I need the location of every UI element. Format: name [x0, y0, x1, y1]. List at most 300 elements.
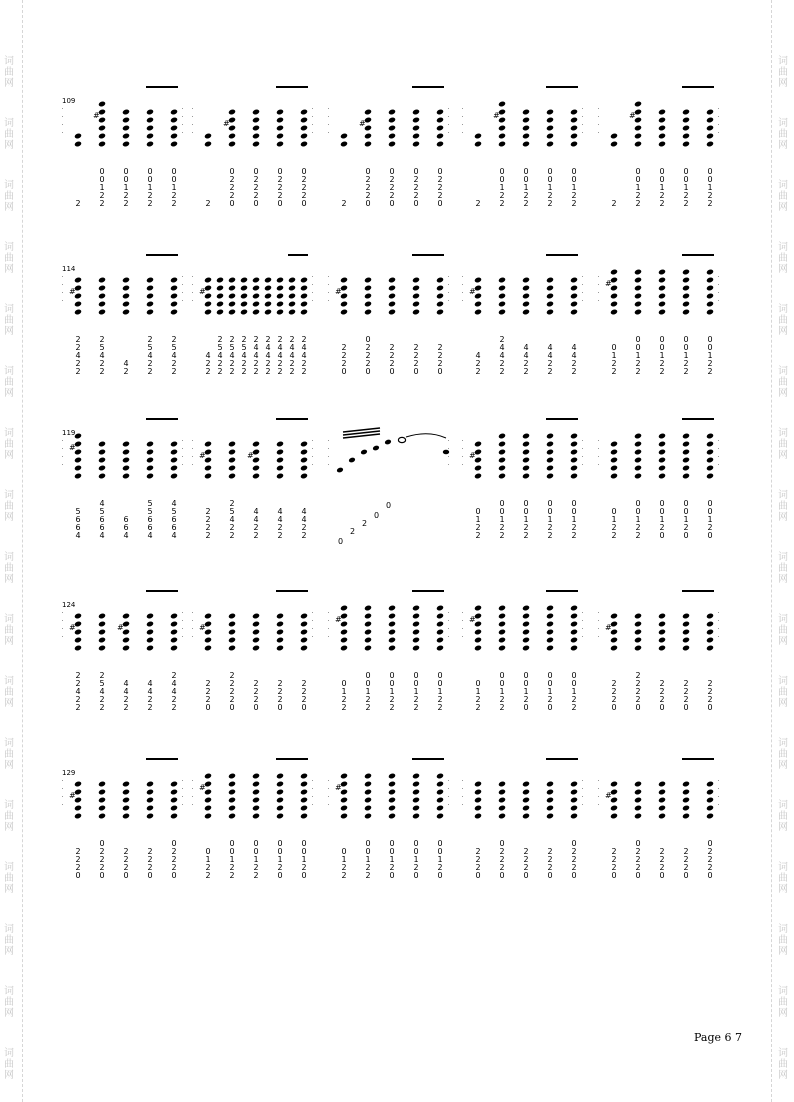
beam — [546, 758, 578, 760]
tab-column — [230, 499, 235, 540]
note-head — [498, 141, 506, 148]
tab-number: 2 — [253, 871, 259, 880]
note-head — [546, 141, 554, 148]
beam — [288, 254, 308, 256]
tab-number: 0 — [707, 839, 713, 848]
separator-dot — [182, 780, 183, 781]
chord — [682, 433, 690, 480]
tab-number: 2 — [99, 191, 105, 200]
note-head — [546, 789, 554, 796]
bar — [328, 86, 449, 208]
note-head — [682, 133, 690, 140]
note-head — [658, 637, 666, 644]
chord — [469, 441, 482, 480]
separator-dot — [462, 620, 463, 621]
note-head — [706, 309, 714, 316]
tab-number: 4 — [217, 351, 223, 360]
note-head — [498, 125, 506, 132]
accidental-sharp: # — [629, 111, 636, 120]
tab-number: 5 — [229, 343, 235, 352]
tab-number: 0 — [683, 335, 689, 344]
chord — [412, 277, 420, 316]
note-head — [240, 309, 248, 316]
note-head — [498, 449, 506, 456]
separator-dot — [582, 796, 583, 797]
tab-number: 1 — [659, 515, 665, 524]
note-head — [300, 301, 308, 308]
tab-number: 2 — [229, 367, 235, 376]
note-head — [300, 133, 308, 140]
note-head — [228, 441, 236, 448]
note-head — [412, 773, 420, 780]
note-head — [170, 629, 178, 636]
tab-number: 2 — [99, 199, 105, 208]
chord — [474, 133, 482, 148]
separator-dot — [448, 636, 449, 637]
tab-number: 2 — [707, 191, 713, 200]
tab-number: 0 — [707, 343, 713, 352]
tab-number: 2 — [683, 855, 689, 864]
note-head — [98, 629, 106, 636]
tab-column — [124, 515, 129, 540]
note-head — [388, 293, 396, 300]
note-head — [252, 645, 260, 652]
tab-number: 4 — [229, 515, 235, 524]
note-head — [388, 805, 396, 812]
tab-number: 0 — [659, 335, 665, 344]
separator-dot — [192, 132, 193, 133]
tab-number: 2 — [475, 359, 481, 368]
note-head — [122, 117, 130, 124]
chord — [122, 277, 130, 316]
note-head — [98, 613, 106, 620]
tab-column — [636, 167, 641, 208]
separator-dot — [312, 796, 313, 797]
chord — [199, 277, 212, 316]
chord — [634, 781, 642, 820]
note-head — [336, 467, 344, 474]
tab-number: 2 — [99, 847, 105, 856]
tab-number: 0 — [386, 501, 392, 510]
tab-column — [476, 507, 481, 540]
chord — [228, 277, 236, 316]
tab-number: 1 — [229, 855, 235, 864]
tab-number: 0 — [365, 679, 371, 688]
tab-column — [366, 335, 371, 376]
accidental-sharp: # — [605, 279, 612, 288]
separator-dot — [582, 620, 583, 621]
tab-column — [172, 499, 177, 540]
tab-number: 2 — [253, 175, 259, 184]
tab-number: 2 — [205, 687, 211, 696]
tab-column — [708, 335, 713, 376]
chord — [436, 277, 444, 316]
tab-number: 0 — [523, 671, 529, 680]
note-head — [228, 473, 236, 480]
note-head — [276, 277, 284, 284]
accidental-sharp: # — [335, 783, 342, 792]
tab-number: 2 — [75, 199, 81, 208]
tab-number: 2 — [147, 367, 153, 376]
note-head — [364, 629, 372, 636]
tab-number: 2 — [499, 367, 505, 376]
note-head — [340, 773, 348, 780]
note-head — [170, 449, 178, 456]
tab-number: 2 — [365, 351, 371, 360]
note-head — [122, 813, 130, 820]
tab-column — [572, 167, 577, 208]
note-head — [276, 813, 284, 820]
note-head — [474, 309, 482, 316]
note-head — [276, 629, 284, 636]
tab-number: 2 — [365, 183, 371, 192]
note-head — [682, 117, 690, 124]
note-head — [276, 133, 284, 140]
tab-column — [100, 671, 105, 712]
note-head — [682, 457, 690, 464]
tab-number: 2 — [123, 855, 129, 864]
tab-column — [660, 499, 665, 540]
tab-number: 2 — [571, 523, 577, 532]
chord — [170, 781, 178, 820]
measure-number: 114 — [62, 265, 76, 273]
separator-dot — [448, 108, 449, 109]
separator-dot — [312, 464, 313, 465]
note-head — [364, 773, 372, 780]
tab-number: 2 — [437, 351, 443, 360]
note-head — [706, 465, 714, 472]
tab-number: 2 — [301, 175, 307, 184]
separator-dot — [448, 612, 449, 613]
note-head — [74, 277, 82, 284]
watermark-glyph: 词 — [778, 924, 788, 935]
tab-number: 0 — [437, 367, 443, 376]
note-head — [146, 457, 154, 464]
note-head — [170, 789, 178, 796]
watermark-glyph: 网 — [778, 1070, 788, 1081]
tab-number: 0 — [499, 175, 505, 184]
tab-number: 0 — [253, 703, 259, 712]
tab-number: 5 — [229, 507, 235, 516]
watermark-glyph: 曲 — [4, 253, 14, 264]
tab-number: 0 — [253, 199, 259, 208]
tab-number: 0 — [707, 531, 713, 540]
tab-number: 2 — [475, 367, 481, 376]
separator-dot — [312, 636, 313, 637]
note-head — [634, 277, 642, 284]
chord — [216, 277, 224, 316]
note-head — [474, 605, 482, 612]
chord — [682, 613, 690, 652]
note-head — [252, 613, 260, 620]
tab-number: 5 — [99, 679, 105, 688]
separator-dot — [62, 116, 63, 117]
note-head — [570, 605, 578, 612]
tab-column — [684, 847, 689, 880]
tab-number: 0 — [499, 871, 505, 880]
watermark-glyph: 曲 — [778, 749, 788, 760]
tab-number: 2 — [123, 199, 129, 208]
separator-dot — [312, 448, 313, 449]
separator-dot — [192, 636, 193, 637]
note-head — [146, 141, 154, 148]
note-head — [300, 449, 308, 456]
tab-number: 0 — [523, 507, 529, 516]
chord — [228, 613, 236, 652]
separator-dot — [462, 788, 463, 789]
tab-number: 1 — [147, 183, 153, 192]
tab-number: 0 — [437, 839, 443, 848]
tab-number: 5 — [99, 343, 105, 352]
note-head — [436, 605, 444, 612]
separator-dot — [718, 788, 719, 789]
accidental-sharp: # — [199, 623, 206, 632]
note-head — [706, 117, 714, 124]
separator-dot — [182, 636, 183, 637]
note-head — [300, 293, 308, 300]
tab-column — [266, 335, 271, 376]
tab-number: 6 — [75, 515, 81, 524]
bar — [598, 590, 719, 712]
tab-number: 2 — [171, 671, 177, 680]
note-head — [228, 629, 236, 636]
tab-number: 0 — [571, 839, 577, 848]
system-2 — [62, 254, 719, 376]
tab-number: 2 — [205, 695, 211, 704]
note-head — [340, 301, 348, 308]
separator-dot — [582, 300, 583, 301]
tab-number: 0 — [475, 507, 481, 516]
tab-number: 1 — [523, 687, 529, 696]
tab-number: 2 — [147, 335, 153, 344]
separator-dot — [598, 788, 599, 789]
note-head — [146, 109, 154, 116]
tab-number: 2 — [499, 703, 505, 712]
note-head — [658, 133, 666, 140]
tab-number: 2 — [611, 199, 617, 208]
note-head — [228, 457, 236, 464]
note-head — [412, 285, 420, 292]
tab-number: 2 — [413, 175, 419, 184]
separator-dot — [192, 124, 193, 125]
tab-number: 2 — [277, 175, 283, 184]
separator-dot — [192, 108, 193, 109]
tab-column — [100, 335, 105, 376]
chord — [570, 433, 578, 480]
tab-column — [414, 343, 419, 376]
tab-number: 2 — [611, 679, 617, 688]
tab-number: 0 — [635, 167, 641, 176]
tab-number: 0 — [205, 847, 211, 856]
separator-dot — [718, 804, 719, 805]
chord — [412, 109, 420, 148]
tab-number: 2 — [301, 695, 307, 704]
tab-number: 2 — [341, 351, 347, 360]
tab-number: 2 — [229, 687, 235, 696]
watermark-glyph: 曲 — [778, 67, 788, 78]
tab-number: 1 — [499, 183, 505, 192]
note-head — [364, 789, 372, 796]
note-head — [98, 465, 106, 472]
tab-number: 5 — [99, 507, 105, 516]
tab-number: 4 — [571, 351, 577, 360]
separator-dot — [182, 620, 183, 621]
tab-number: 2 — [75, 847, 81, 856]
note-head — [546, 813, 554, 820]
note-head — [682, 621, 690, 628]
tab-number: 2 — [499, 855, 505, 864]
separator-dot — [328, 108, 329, 109]
note-head — [276, 117, 284, 124]
note-head — [412, 637, 420, 644]
bar — [462, 86, 583, 208]
watermark-glyph: 曲 — [778, 377, 788, 388]
note-head — [388, 133, 396, 140]
tab-number: 0 — [338, 537, 344, 546]
tab-number: 0 — [229, 167, 235, 176]
tab-number: 0 — [437, 671, 443, 680]
tab-number: 2 — [365, 863, 371, 872]
separator-dot — [582, 456, 583, 457]
note-head — [610, 141, 618, 148]
tab-number: 2 — [171, 855, 177, 864]
tab-column — [290, 335, 295, 376]
tab-number: 0 — [683, 507, 689, 516]
note-head — [412, 813, 420, 820]
separator-dot — [462, 628, 463, 629]
tab-number: 2 — [147, 863, 153, 872]
note-head — [170, 277, 178, 284]
separator-dot — [598, 636, 599, 637]
tab-number: 2 — [547, 855, 553, 864]
tab-number: 2 — [147, 199, 153, 208]
tab-number: 1 — [659, 351, 665, 360]
tab-number: 2 — [635, 531, 641, 540]
tab-number: 2 — [253, 191, 259, 200]
watermark-glyph: 词 — [4, 800, 14, 811]
separator-dot — [62, 804, 63, 805]
tab-number: 1 — [301, 855, 307, 864]
note-head — [340, 645, 348, 652]
note-head — [252, 285, 260, 292]
tab-column — [390, 839, 395, 880]
separator-dot — [598, 116, 599, 117]
bar — [62, 758, 183, 880]
note-head — [122, 293, 130, 300]
watermark-glyph: 词 — [778, 428, 788, 439]
beam — [276, 758, 308, 760]
watermark-glyph: 网 — [778, 326, 788, 337]
separator-dot — [328, 124, 329, 125]
separator-dot — [462, 804, 463, 805]
separator-dot — [462, 292, 463, 293]
tab-number: 0 — [499, 671, 505, 680]
note-head — [546, 605, 554, 612]
tab-number: 1 — [707, 351, 713, 360]
chord — [276, 109, 284, 148]
tab-number: 4 — [75, 531, 81, 540]
separator-dot — [182, 804, 183, 805]
tab-column — [572, 839, 577, 880]
separator-dot — [598, 804, 599, 805]
note-head — [436, 645, 444, 652]
note-head — [122, 309, 130, 316]
tab-number: 4 — [123, 531, 129, 540]
tab-number: 0 — [659, 175, 665, 184]
tab-column — [524, 343, 529, 376]
chord — [264, 277, 272, 316]
tab-number: 2 — [365, 695, 371, 704]
tab-number: 0 — [683, 167, 689, 176]
watermark-glyph: 网 — [778, 760, 788, 771]
half-note — [398, 437, 405, 442]
note-head — [634, 301, 642, 308]
separator-dot — [62, 620, 63, 621]
separator-dot — [462, 456, 463, 457]
note-head — [546, 613, 554, 620]
tab-column — [660, 679, 665, 712]
tab-number: 4 — [99, 499, 105, 508]
tab-number: 2 — [171, 335, 177, 344]
separator-dot — [312, 780, 313, 781]
tab-number: 2 — [389, 863, 395, 872]
tab-number: 2 — [75, 703, 81, 712]
separator-dot — [192, 448, 193, 449]
glissando-figure — [336, 428, 449, 546]
tab-number: 2 — [635, 687, 641, 696]
note-head — [300, 125, 308, 132]
tab-column — [206, 507, 211, 540]
note-head — [436, 789, 444, 796]
tab-number: 2 — [523, 531, 529, 540]
tab-number: 0 — [707, 703, 713, 712]
tab-number: 2 — [289, 335, 295, 344]
note-head — [436, 141, 444, 148]
separator-dot — [462, 780, 463, 781]
separator-dot — [462, 440, 463, 441]
tab-number: 4 — [277, 515, 283, 524]
tab-column — [636, 499, 641, 540]
separator-dot — [462, 796, 463, 797]
tab-number: 4 — [499, 343, 505, 352]
watermark-glyph: 网 — [778, 636, 788, 647]
tab-number: 0 — [635, 871, 641, 880]
note-head — [546, 133, 554, 140]
note-head — [706, 613, 714, 620]
note-head — [706, 441, 714, 448]
tab-column — [302, 167, 307, 208]
note-head — [570, 277, 578, 284]
tab-number: 2 — [147, 703, 153, 712]
tab-number: 0 — [413, 167, 419, 176]
note-head — [228, 465, 236, 472]
tab-number: 4 — [277, 351, 283, 360]
separator-dot — [448, 628, 449, 629]
tab-number: 2 — [277, 531, 283, 540]
chord — [658, 613, 666, 652]
chord — [469, 277, 482, 316]
tab-number: 2 — [217, 335, 223, 344]
note-head — [412, 621, 420, 628]
watermark-glyph: 网 — [4, 946, 14, 957]
separator-dot — [328, 620, 329, 621]
separator-dot — [448, 780, 449, 781]
note-head — [634, 637, 642, 644]
tab-number: 1 — [707, 183, 713, 192]
note-head — [170, 465, 178, 472]
tab-number: 0 — [389, 367, 395, 376]
page-number: Page 6 7 — [694, 1031, 743, 1044]
